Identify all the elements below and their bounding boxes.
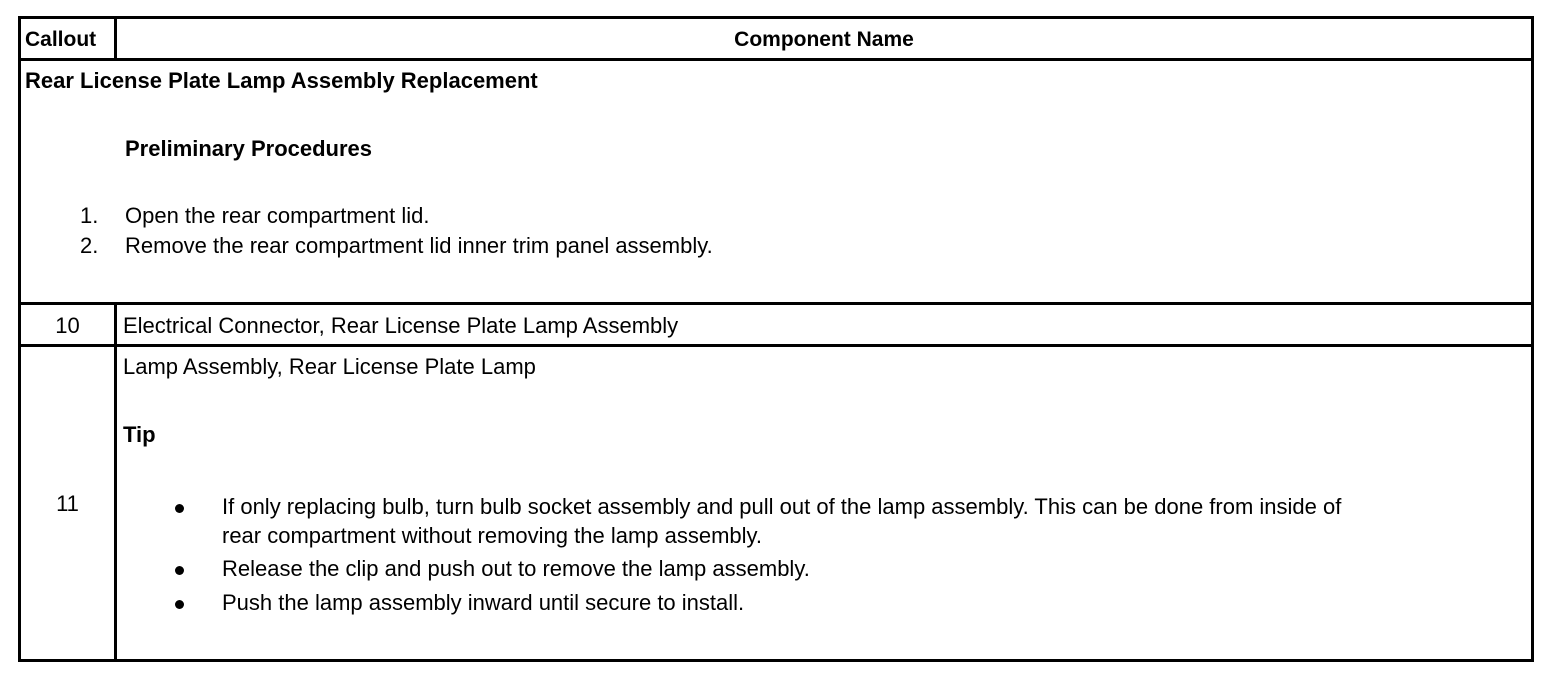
row-callout: 10 <box>55 313 80 338</box>
step-number: 2. <box>80 233 99 258</box>
header-divider <box>21 58 1531 61</box>
bullet-icon <box>175 600 184 609</box>
tip-bullet-text-continued: rear compartment without removing the lamp assembly. <box>222 523 763 548</box>
tip-bullet-text: If only replacing bulb, turn bulb socket assembly and pull out of the lamp assembly. This can be done from inside of <box>222 494 1342 519</box>
step-text: Open the rear compartment lid. <box>125 203 430 228</box>
rows-column-divider <box>114 302 117 659</box>
step-text: Remove the rear compartment lid inner trim panel assembly. <box>125 233 713 258</box>
header-component-name: Component Name <box>734 28 914 51</box>
tip-bullet-text: Push the lamp assembly inward until secure to install. <box>222 590 745 615</box>
row-callout: 11 <box>56 491 79 516</box>
tip-label: Tip <box>123 422 156 447</box>
row-component-name: Electrical Connector, Rear License Plate Lamp Assembly <box>123 313 679 338</box>
step-number: 1. <box>80 203 99 228</box>
section-divider <box>21 302 1531 305</box>
preliminary-heading: Preliminary Procedures <box>125 136 373 161</box>
row-component-name: Lamp Assembly, Rear License Plate Lamp <box>123 354 536 379</box>
section-title: Rear License Plate Lamp Assembly Replacement <box>25 68 538 93</box>
bullet-icon <box>175 566 184 575</box>
bullet-icon <box>175 504 184 513</box>
row-divider <box>21 344 1531 347</box>
tip-bullet-text: Release the clip and push out to remove the lamp assembly. <box>222 556 810 581</box>
header-callout: Callout <box>25 28 97 51</box>
procedure-table <box>18 16 1534 662</box>
